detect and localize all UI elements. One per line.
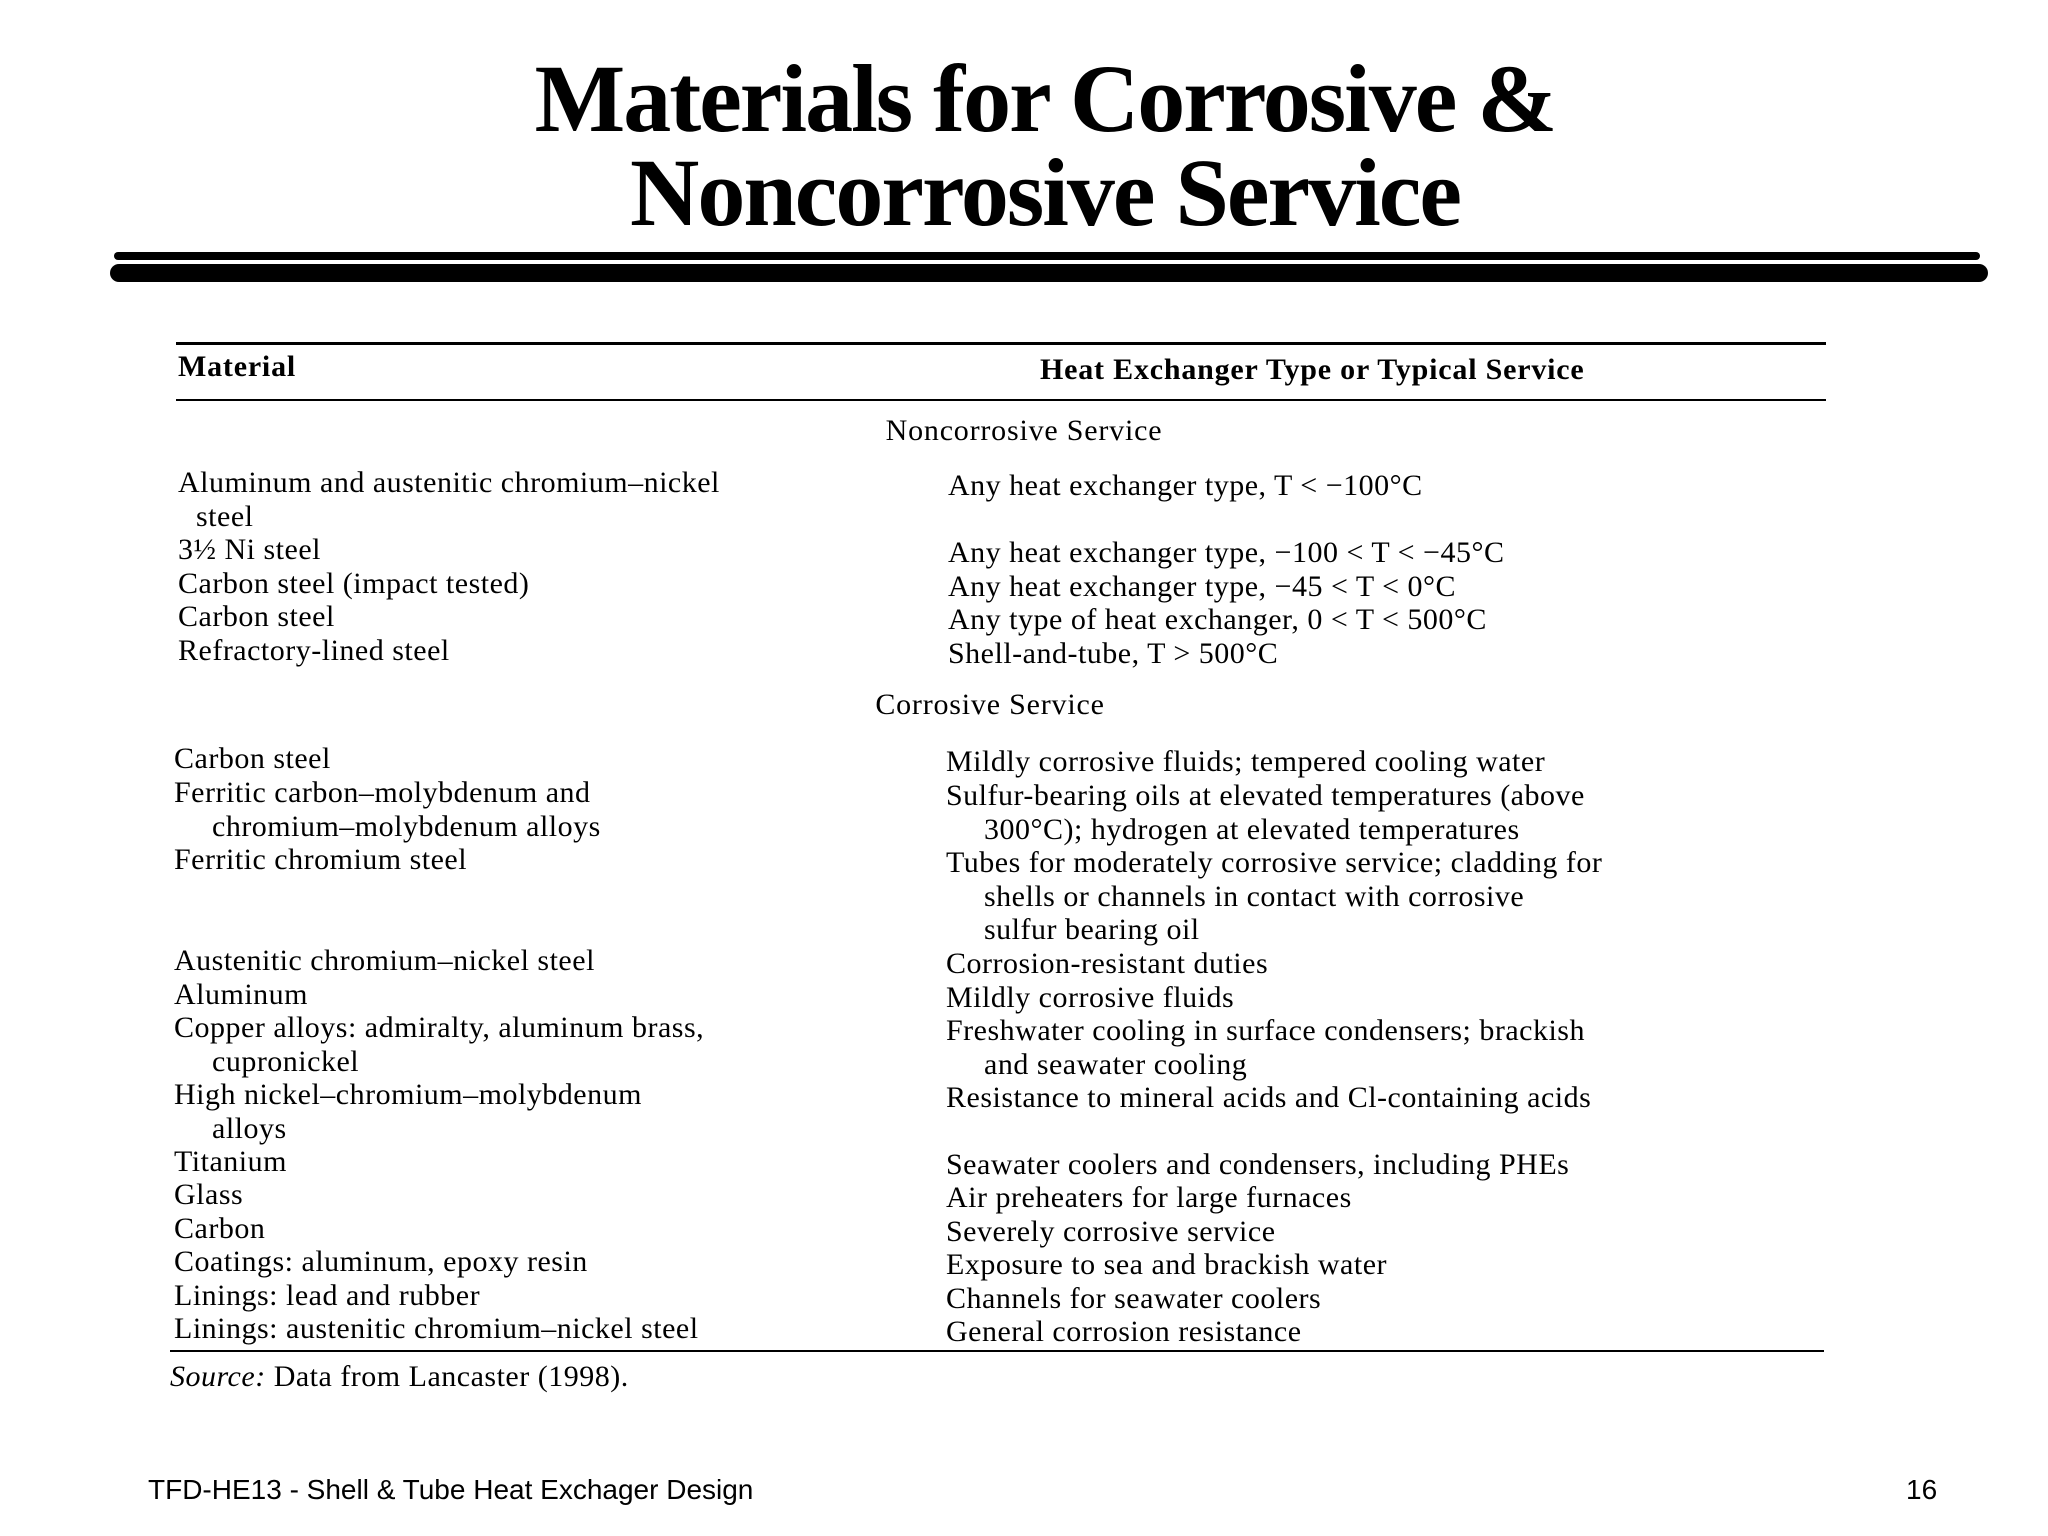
- header-material: Material: [178, 350, 297, 383]
- source-note: [170, 1360, 629, 1393]
- service-cell-line: Severely corrosive service: [946, 1215, 1276, 1248]
- noncorrosive-section-heading: Noncorrosive Service: [885, 414, 1163, 447]
- footer-page-number: 16: [1906, 1474, 1938, 1505]
- material-cell-line: Linings: lead and rubber: [174, 1279, 481, 1312]
- service-cell-line: sulfur bearing oil: [984, 913, 1200, 946]
- service-cell-line: General corrosion resistance: [946, 1315, 1302, 1348]
- source-text: Data from Lancaster (1998).: [273, 1360, 629, 1393]
- material-cell-line: Glass: [174, 1178, 244, 1211]
- service-cell-line: Shell-and-tube, T > 500°C: [948, 637, 1279, 670]
- material-cell-line: Ferritic carbon–molybdenum and: [174, 776, 591, 809]
- material-cell-line: Copper alloys: admiralty, aluminum brass,: [174, 1011, 705, 1044]
- service-cell-line: Corrosion-resistant duties: [946, 947, 1269, 980]
- material-cell-line: Carbon steel: [178, 600, 335, 633]
- service-cell-line: shells or channels in contact with corrosive: [984, 879, 1525, 913]
- service-cell-line: Resistance to mineral acids and Cl-containing acids: [946, 1081, 1592, 1114]
- service-cell-line: Seawater coolers and condensers, including PHEs: [946, 1148, 1570, 1181]
- service-cell-line: Mildly corrosive fluids: [946, 981, 1235, 1014]
- service-cell-line: Any heat exchanger type, −100 < T < −45°C: [948, 536, 1505, 569]
- service-cell-line: Mildly corrosive fluids; tempered cooling water: [946, 745, 1546, 778]
- material-cell-line: Carbon: [174, 1212, 266, 1245]
- material-cell-line: Carbon steel: [174, 742, 331, 775]
- header-bottom-rule: [176, 399, 1826, 401]
- title-divider-thin: [114, 252, 1980, 260]
- service-cell-line: Any heat exchanger type, −45 < T < 0°C: [948, 570, 1457, 603]
- material-cell-line: Linings: austenitic chromium–nickel steel: [174, 1312, 699, 1345]
- slide-title-line-2: Noncorrosive Service: [630, 139, 1460, 246]
- slide-title-line-1: Materials for Corrosive &: [534, 45, 1556, 152]
- service-cell-line: Exposure to sea and brackish water: [946, 1248, 1388, 1281]
- corrosive-section-heading: Corrosive Service: [875, 688, 1105, 721]
- source-label: Source:: [170, 1360, 266, 1393]
- material-cell-line: High nickel–chromium–molybdenum: [174, 1078, 642, 1111]
- title-divider-thick: [110, 264, 1988, 282]
- material-cell-line: 3½ Ni steel: [178, 533, 321, 566]
- service-cell-line: Freshwater cooling in surface condensers; brackish: [946, 1014, 1585, 1047]
- table-top-rule: [176, 342, 1826, 345]
- material-cell-line: alloys: [212, 1111, 287, 1145]
- header-service: Heat Exchanger Type or Typical Service: [1040, 353, 1585, 386]
- service-cell-line: and seawater cooling: [984, 1047, 1248, 1081]
- material-cell-line: chromium–molybdenum alloys: [212, 809, 601, 843]
- service-cell-line: Channels for seawater coolers: [946, 1282, 1322, 1315]
- material-cell-line: Aluminum: [174, 978, 309, 1011]
- material-cell-line: Titanium: [174, 1145, 287, 1178]
- material-cell-line: steel: [196, 499, 254, 533]
- service-cell-line: Any type of heat exchanger, 0 < T < 500°C: [948, 603, 1487, 636]
- material-cell-line: Austenitic chromium–nickel steel: [174, 944, 595, 977]
- service-cell-line: 300°C); hydrogen at elevated temperatures: [984, 812, 1520, 846]
- table-bottom-rule: [170, 1350, 1824, 1352]
- service-cell-line: Sulfur-bearing oils at elevated temperatures (above: [946, 779, 1585, 812]
- footer-course-title: TFD-HE13 - Shell & Tube Heat Exchager Design: [148, 1474, 754, 1505]
- material-cell-line: Aluminum and austenitic chromium–nickel: [178, 466, 720, 499]
- material-cell-line: Carbon steel (impact tested): [178, 567, 530, 600]
- slide-title: [0, 45, 2048, 246]
- service-cell-line: Air preheaters for large furnaces: [946, 1181, 1352, 1214]
- material-cell-line: Refractory-lined steel: [178, 634, 450, 667]
- material-cell-line: cupronickel: [212, 1044, 360, 1078]
- service-cell-line: Any heat exchanger type, T < −100°C: [948, 469, 1423, 502]
- material-cell-line: Ferritic chromium steel: [174, 843, 468, 876]
- material-cell-line: Coatings: aluminum, epoxy resin: [174, 1245, 588, 1278]
- service-cell-line: Tubes for moderately corrosive service; cladding for: [946, 846, 1603, 879]
